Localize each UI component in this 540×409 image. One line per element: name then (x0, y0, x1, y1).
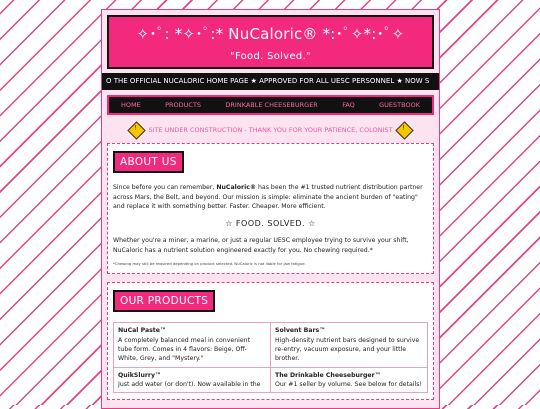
brand-name: NuCaloric® (216, 184, 257, 191)
table-row (114, 323, 428, 367)
construction-text: SITE UNDER CONSTRUCTION - THANK YOU FOR YOUR PATIENCE, COLONIST (148, 126, 393, 134)
product-desc: Just add water (or don't). Now available in the (118, 380, 261, 388)
product-desc: A completely balanced meal in convenient tube form. Comes in 4 flavors: Beige, Off-White, Grey, and "Mystery." (118, 336, 250, 363)
nav-link-products[interactable]: PRODUCTS (165, 101, 202, 109)
products-heading: OUR PRODUCTS (113, 290, 215, 312)
product-cell (271, 323, 428, 367)
about-paragraph-2: Whether you're a miner, a marine, or just a regular UESC employee trying to survive your shift, NuCaloric has a nutrient solution engineered exactly for you. No chewing required.* (113, 237, 409, 254)
product-cell (114, 367, 271, 393)
nav-link-home[interactable]: HOME (121, 101, 141, 109)
nav-link-drinkable-cheeseburger[interactable]: DRINKABLE CHEESEBURGER (225, 101, 318, 109)
table-row (114, 367, 428, 393)
site-header (107, 15, 434, 69)
page-container (101, 9, 440, 409)
construction-banner (102, 121, 439, 139)
product-name: QuikSlurry™ (118, 371, 162, 379)
site-title: ✧･ﾟ: *✧･ﾟ:* NuCaloric® *:･ﾟ✧*:･ﾟ✧ (136, 25, 405, 43)
site-tagline: "Food. Solved." (230, 51, 311, 62)
nav-bar (107, 95, 434, 115)
product-cell (271, 367, 428, 393)
product-desc: Our #1 seller by volume. See below for details! (275, 380, 422, 388)
construction-sign-icon: ! (127, 121, 145, 139)
nav-link-guestbook[interactable]: GUESTBOOK (379, 101, 420, 109)
nav-link-faq[interactable]: FAQ (342, 101, 355, 109)
products-table (113, 322, 428, 393)
construction-sign-icon: ! (396, 121, 414, 139)
product-desc: High-density nutrient bars designed to survive re-entry, vacuum exposure, and your little brother. (275, 336, 420, 363)
slogan: ☆ FOOD. SOLVED. ☆ (225, 218, 316, 228)
about-body (113, 183, 428, 267)
scrolling-marquee: O THE OFFICIAL NUCALORIC HOME PAGE ★ APPROVED FOR ALL UESC PERSONNEL ★ NOW S (102, 73, 439, 90)
product-name: NuCal Paste™ (118, 327, 167, 335)
product-name: Solvent Bars™ (275, 327, 326, 335)
fine-print: *Chewing may still be required depending on product selected. NuCaloric is not liable for jaw fatigue. (113, 261, 306, 267)
product-name: The Drinkable Cheeseburger™ (275, 371, 381, 379)
about-paragraph: Since before you can remember, NuCaloric® has been the #1 trusted nutrient distribution partner across Mars, the Belt, and beyond. Our mission is simple: eliminate the ancient burden of "eating" and replace it with something better. Faster. Cheaper. More efficient. (113, 184, 423, 211)
product-cell (114, 323, 271, 367)
about-section (107, 143, 434, 274)
about-heading: ABOUT US (113, 151, 184, 173)
products-section (107, 282, 434, 400)
